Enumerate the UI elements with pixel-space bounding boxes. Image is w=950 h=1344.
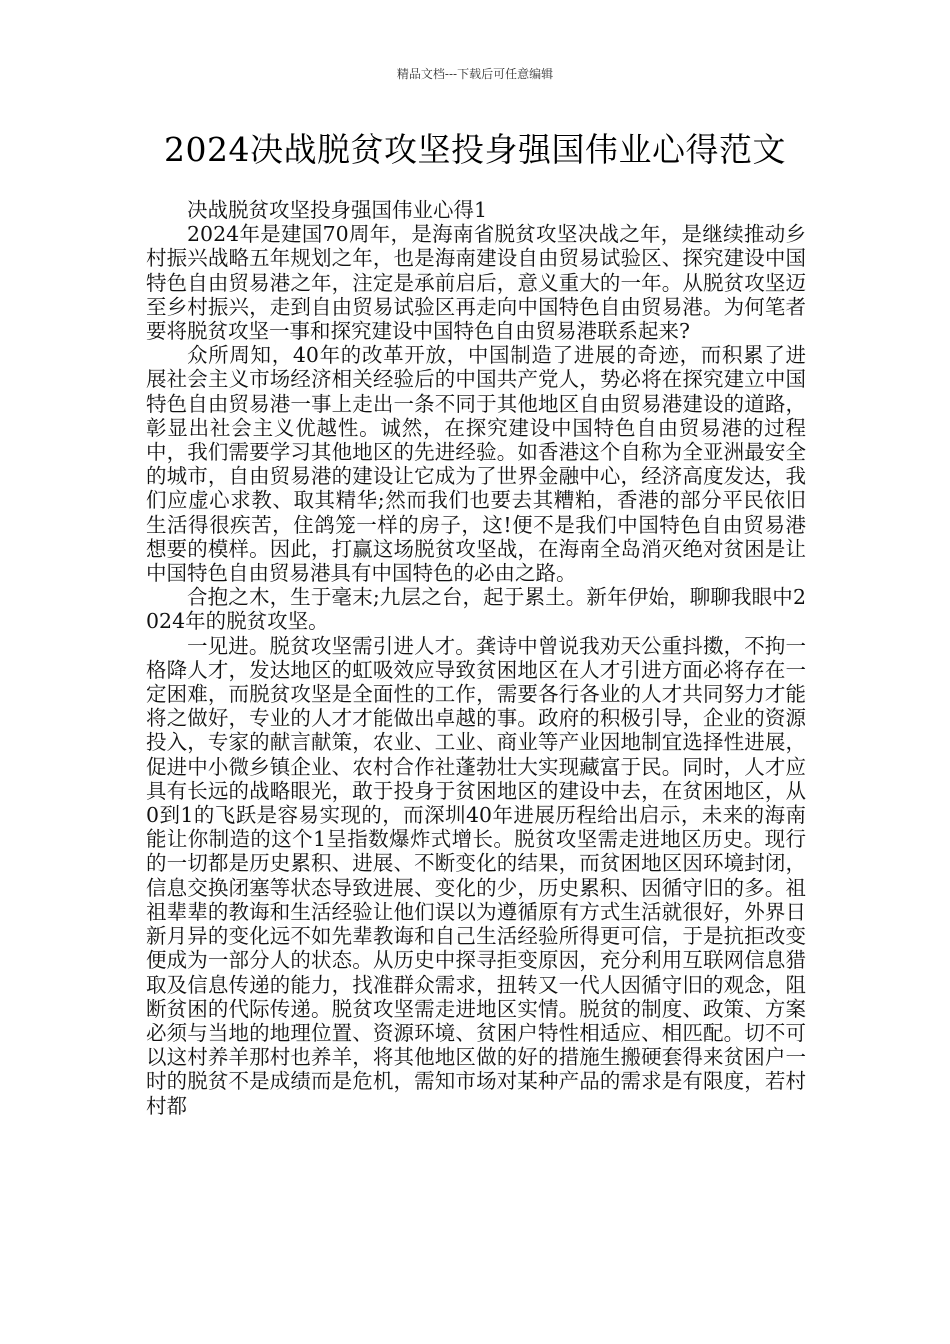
- paragraph: 2024年是建国70周年，是海南省脱贫攻坚决战之年，是继续推动乡村振兴战略五年规划之年，也是海南建设自由贸易试验区、探究建设中国特色自由贸易港之年，注定是承前启后，意义重大的一年。从脱贫攻坚迈至乡村振兴，走到自由贸易试验区再走向中国特色自由贸易港。为何笔者要将脱贫攻坚一事和探究建设中国特色自由贸易港联系起来?: [146, 222, 806, 344]
- section-heading: 决战脱贫攻坚投身强国伟业心得1: [187, 198, 488, 222]
- paragraph: 众所周知，40年的改革开放，中国制造了进展的奇迹，而积累了进展社会主义市场经济相关经验后的中国共产党人，势必将在探究建立中国特色自由贸易港一事上走出一条不同于其他地区自由贸易港建设的道路，彰显出社会主义优越性。诚然，在探究建设中国特色自由贸易港的过程中，我们需要学习其他地区的先进经验。如香港这个自称为全亚洲最安全的城市，自由贸易港的建设让它成为了世界金融中心，经济高度发达，我们应虚心求教、取其精华;然而我们也要去其糟粕，香港的部分平民依旧生活得很疾苦，住鸽笼一样的房子，这!便不是我们中国特色自由贸易港想要的模样。因此，打赢这场脱贫攻坚战，在海南全岛消灭绝对贫困是让中国特色自由贸易港具有中国特色的必由之路。: [146, 343, 806, 586]
- paragraph: 一见进。脱贫攻坚需引进人才。龚诗中曾说我劝天公重抖擞，不拘一格降人才，发达地区的虹吸效应导致贫困地区在人才引进方面必将存在一定困难，而脱贫攻坚是全面性的工作，需要各行各业的人才共同努力才能将之做好，专业的人才才能做出卓越的事。政府的积极引导，企业的资源投入，专家的献言献策，农业、工业、商业等产业因地制宜选择性进展，促进中小微乡镇企业、农村合作社蓬勃壮大实现藏富于民。同时，人才应具有长远的战略眼光，敢于投身于贫困地区的建设中去，在贫困地区，从0到1的飞跃是容易实现的，而深圳40年进展历程给出启示，未来的海南能让你制造的这个1呈指数爆炸式增长。脱贫攻坚需走进地区历史。现行的一切都是历史累积、进展、不断变化的结果，而贫困地区因环境封闭，信息交换闭塞等状态导致进展、变化的少，历史累积、因循守旧的多。祖祖辈辈的教诲和生活经验让他们误以为遵循原有方式生活就很好，外界日新月异的变化远不如先辈教诲和自己生活经验所得更可信，于是抗拒改变便成为一部分人的状态。从历史中探寻拒变原因，充分利用互联网信息猎取及信息传递的能力，找准群众需求，扭转又一代人因循守旧的观念，阻断贫困的代际传递。脱贫攻坚需走进地区实情。脱贫的制度、政策、方案必须与当地的地理位置、资源环境、贫困户特性相适应、相匹配。切不可以这村养羊那村也养羊，将其他地区做的好的措施生搬硬套得来贫困户一时的脱贫不是成绩而是危机，需知市场对某种产品的需求是有限度，若村村都: [146, 633, 806, 1118]
- document-title: 2024决战脱贫攻坚投身强国伟业心得范文: [164, 130, 786, 169]
- document-body: [146, 198, 806, 1118]
- paragraph: 合抱之木，生于毫末;九层之台，起于累土。新年伊始，聊聊我眼中2024年的脱贫攻坚。: [146, 585, 806, 634]
- page-header: 精品文档---下载后可任意编辑: [396, 67, 554, 81]
